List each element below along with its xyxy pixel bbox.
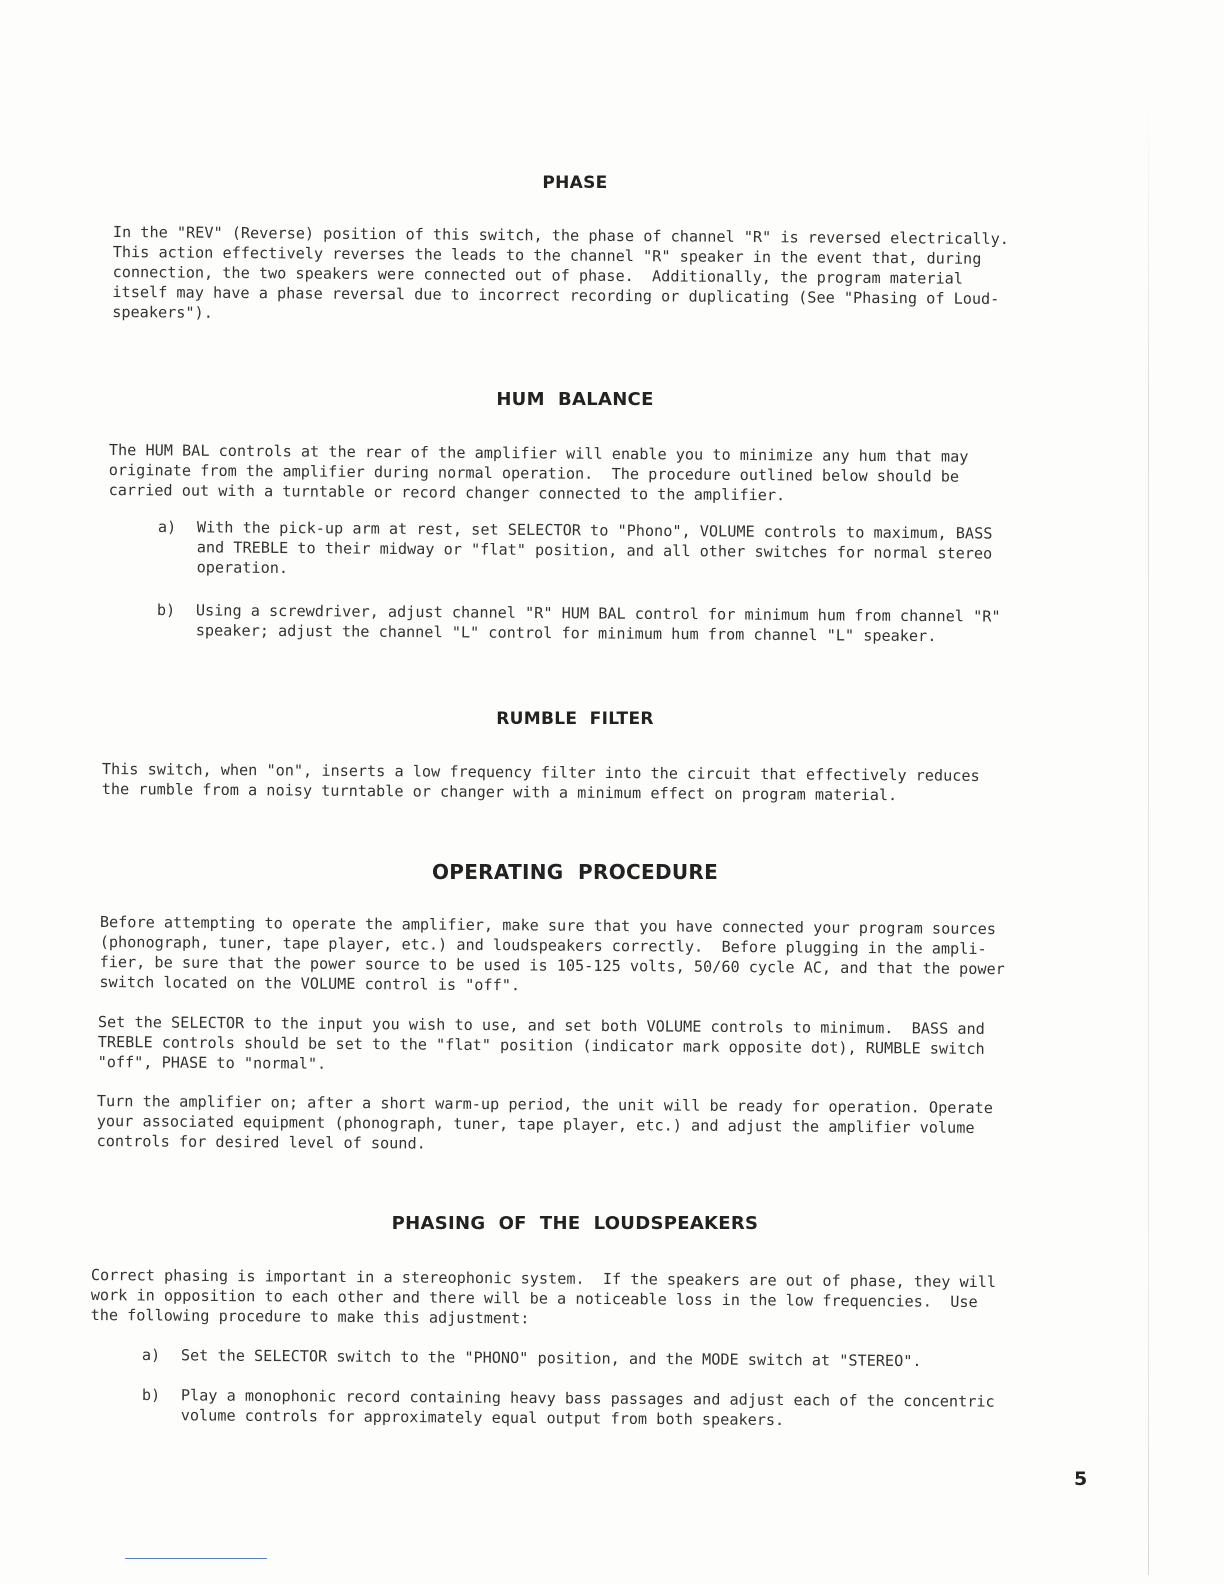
item-text: Using a screwdriver, adjust channel "R" HUM BAL control for minimum hum from channel "R" speaker; adjust the channel "L" control for minimum hum from channel "L" speaker. — [195, 601, 1001, 646]
section-heading-phase: PHASE — [542, 173, 608, 193]
section-heading-hum-balance: HUM BALANCE — [496, 389, 654, 410]
item-text: Set the SELECTOR switch to the "PHONO" position, and the MODE switch at "STEREO". — [180, 1346, 922, 1371]
footer-rule — [125, 1558, 267, 1559]
item-label: b) — [141, 1386, 161, 1405]
item-label: b) — [156, 600, 176, 620]
item-label: a) — [157, 517, 177, 537]
item-label: a) — [141, 1346, 161, 1365]
item-text: With the pick-up arm at rest, set SELECTOR to "Phono", VOLUME controls to maximum, BASS and TREBLE to their midway or "flat" position, and all other switches for normal stereo operation. — [196, 518, 993, 578]
rumble-filter-paragraph: This switch, when "on", inserts a low frequency filter into the circuit that effectively reduces the rumble from a noisy turntable or changer with a minimum effect on program material. — [101, 759, 980, 805]
phasing-loudspeakers-paragraph: Correct phasing is important in a stereophonic system. If the speakers are out of phase, they will work in opposition to each other and there will be a noticeable loss in the low frequencies. Use the following procedure to make this adjustment: — [90, 1266, 997, 1328]
operating-procedure-paragraph-3: Turn the amplifier on; after a short warm-up period, the unit will be ready for operation. Operate your associated equipment (phonograph, tuner, tape player, etc.) and adjust the amplifier volume controls for desired level of sound. — [96, 1092, 994, 1153]
section-heading-rumble-filter: RUMBLE FILTER — [496, 709, 654, 729]
phase-paragraph: In the "REV" (Reverse) position of this switch, the phase of channel "R" is reversed electrically. This action effectively reverses the leads to the channel "R" speaker in the event that, during connection, the two speakers were connected out of phase. Additionally, the program material itself may have a phase reversal due to incorrect recording or duplicating (See "Phasing of Loud- speakers"). — [112, 222, 1010, 322]
hum-balance-item-b — [157, 600, 1077, 649]
item-text: Play a monophonic record containing heavy bass passages and adjust each of the concentric volume controls for approximately equal output from both speakers. — [180, 1386, 995, 1430]
page-number: 5 — [1074, 1468, 1088, 1490]
section-heading-operating-procedure: OPERATING PROCEDURE — [431, 860, 719, 884]
phasing-item-b — [142, 1385, 1062, 1434]
scan-edge-line — [1148, 95, 1149, 1575]
operating-procedure-paragraph-1: Before attempting to operate the amplifier, make sure that you have connected your program sources (phonograph, tuner, tape player, etc.) and loudspeakers correctly. Before plugging in the ampli- fier, be sure that the power source to be used is 105-125 volts, 50/60 cycle AC, and that the power switch located on the VOLUME control is "off". — [99, 912, 1005, 995]
section-heading-phasing-loudspeakers: PHASING OF THE LOUDSPEAKERS — [391, 1213, 759, 1234]
hum-balance-paragraph: The HUM BAL controls at the rear of the amplifier will enable you to minimize any hum that may originate from the amplifier during normal operation. The procedure outlined below should be carried out with a turntable or record changer connected to the amplifier. — [108, 440, 969, 505]
hum-balance-item-a — [158, 517, 1078, 586]
phasing-item-a — [142, 1345, 1062, 1374]
operating-procedure-paragraph-2: Set the SELECTOR to the input you wish to use, and set both VOLUME controls to minimum. BASS and TREBLE controls should be set to the "flat" position (indicator mark opposite dot), RUMBLE switch "off", PHASE to "normal". — [97, 1012, 985, 1073]
